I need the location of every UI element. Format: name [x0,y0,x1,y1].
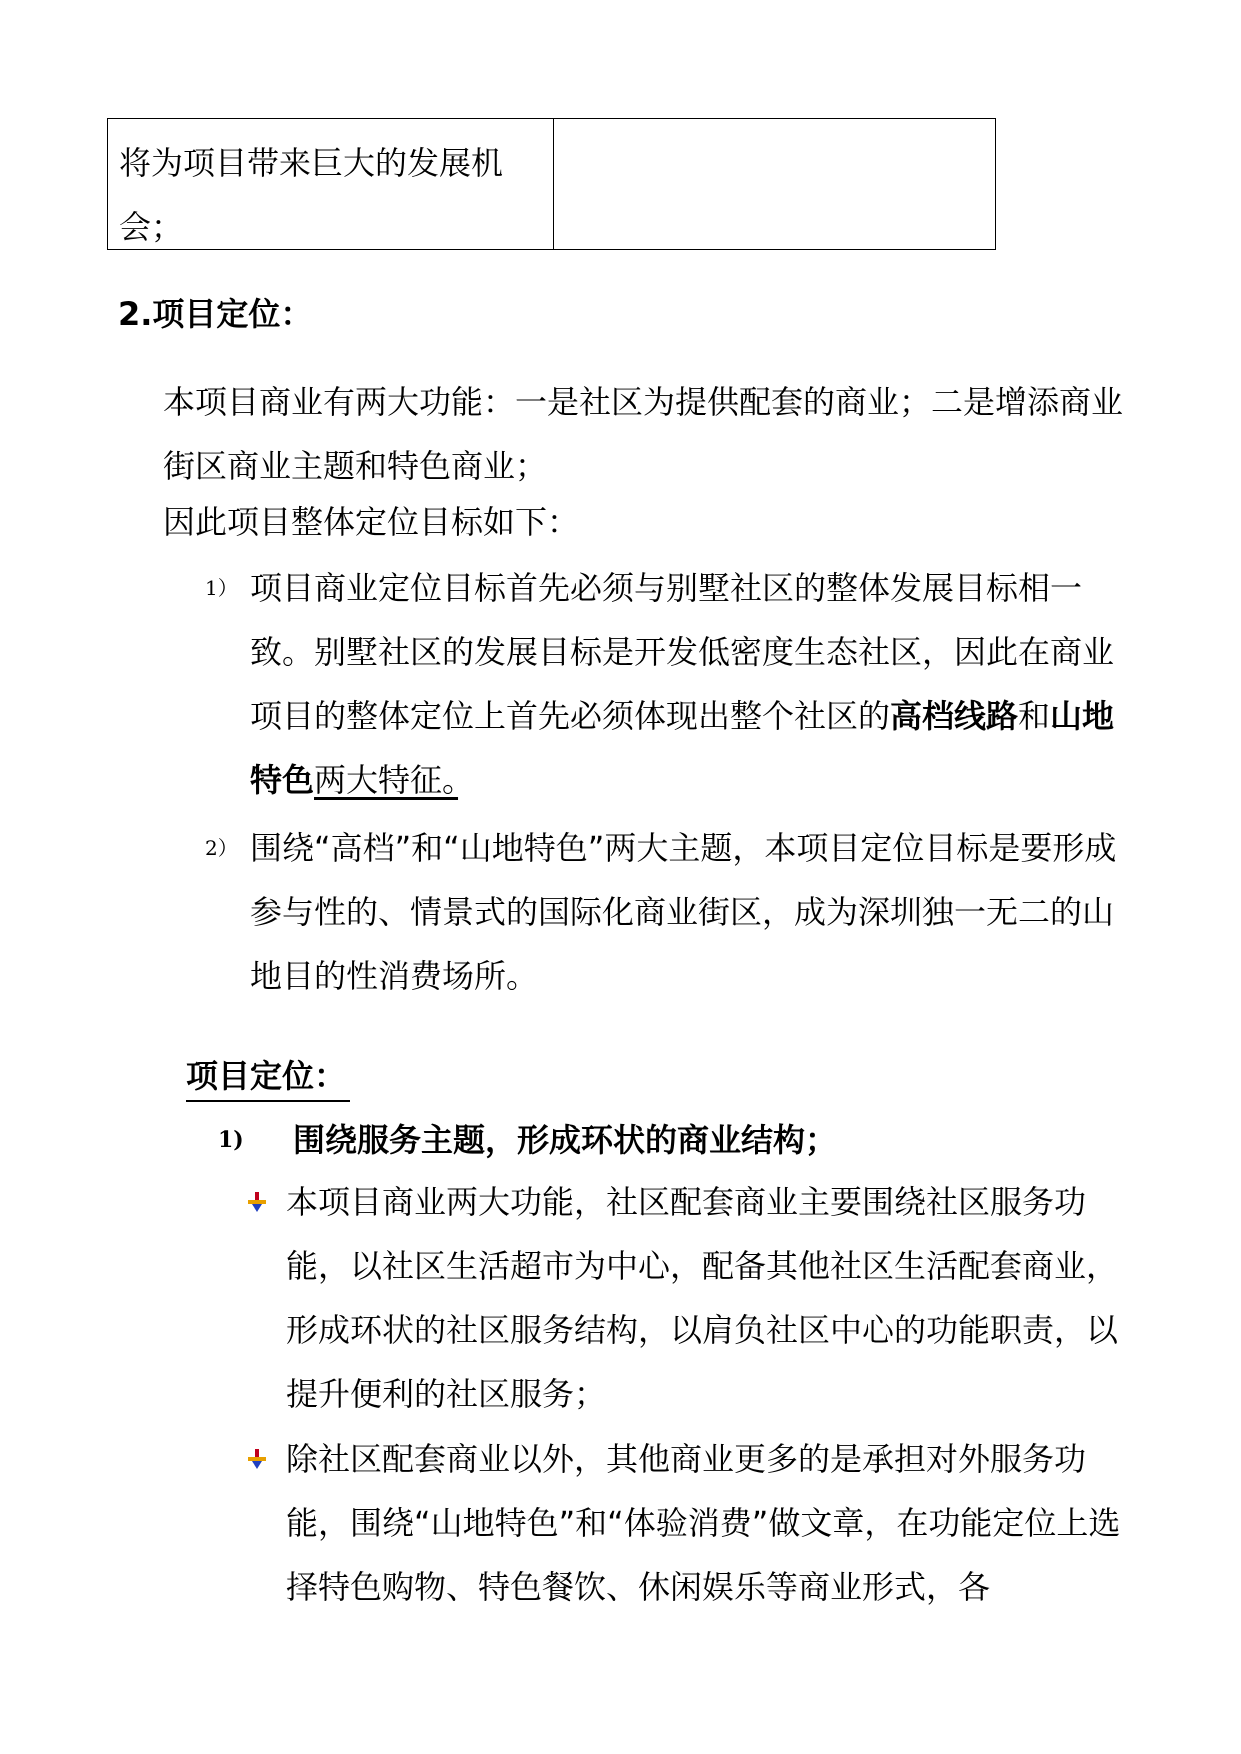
sub-item-text: 围绕服务主题，形成环状的商业结构； [293,1121,838,1159]
intro-paragraph: 本项目商业有两大功能：一是社区为提供配套的商业；二是增添商业街区商业主题和特色商业； [163,383,1124,485]
emphasis-high-end: 高档线路 [890,697,1019,735]
section-heading: 2.项目定位： [118,295,313,333]
bullet-arrow-icon [248,1449,266,1469]
emphasis-mountain: 山地特色 [250,697,1115,799]
intro-lead: 因此项目整体定位目标如下： [163,503,580,541]
continuation-table [107,118,996,250]
list-text: 围绕“高档”和“山地特色”两大主题，本项目定位目标是要形成参与性的、情景式的国际化商业街区，成为深圳独一无二的山地目的性消费场所。 [250,829,1117,995]
list-text [250,556,1130,812]
list-text-mid: 和 [1018,697,1051,735]
list-number: 1） [205,576,238,600]
list-text-before: 项目商业定位目标首先必须与别墅社区的整体发展目标相一致。别墅社区的发展目标是开发低密度生态社区，因此在商业项目的整体定位上首先必须体现出整个社区的 [250,569,1115,735]
bullet-arrow-icon [248,1192,266,1212]
sub-heading: 项目定位： [186,1052,350,1102]
table-cell-left: 将为项目带来巨大的发展机会； [108,119,554,249]
bullet-text: 除社区配套商业以外，其他商业更多的是承担对外服务功能，围绕“山地特色”和“体验消费”做文章，在功能定位上选择特色购物、特色餐饮、休闲娱乐等商业形式，各 [286,1440,1121,1606]
list-text-after: 两大特征。 [314,761,459,799]
bullet-text: 本项目商业两大功能，社区配套商业主要围绕社区服务功能，以社区生活超市为中心，配备其他社区生活配套商业，形成环状的社区服务结构，以肩负社区中心的功能职责，以提升便利的社区服务； [286,1183,1119,1413]
table-cell-right [554,119,995,249]
list-number: 2） [205,836,238,860]
sub-item-number: 1) [218,1127,244,1153]
